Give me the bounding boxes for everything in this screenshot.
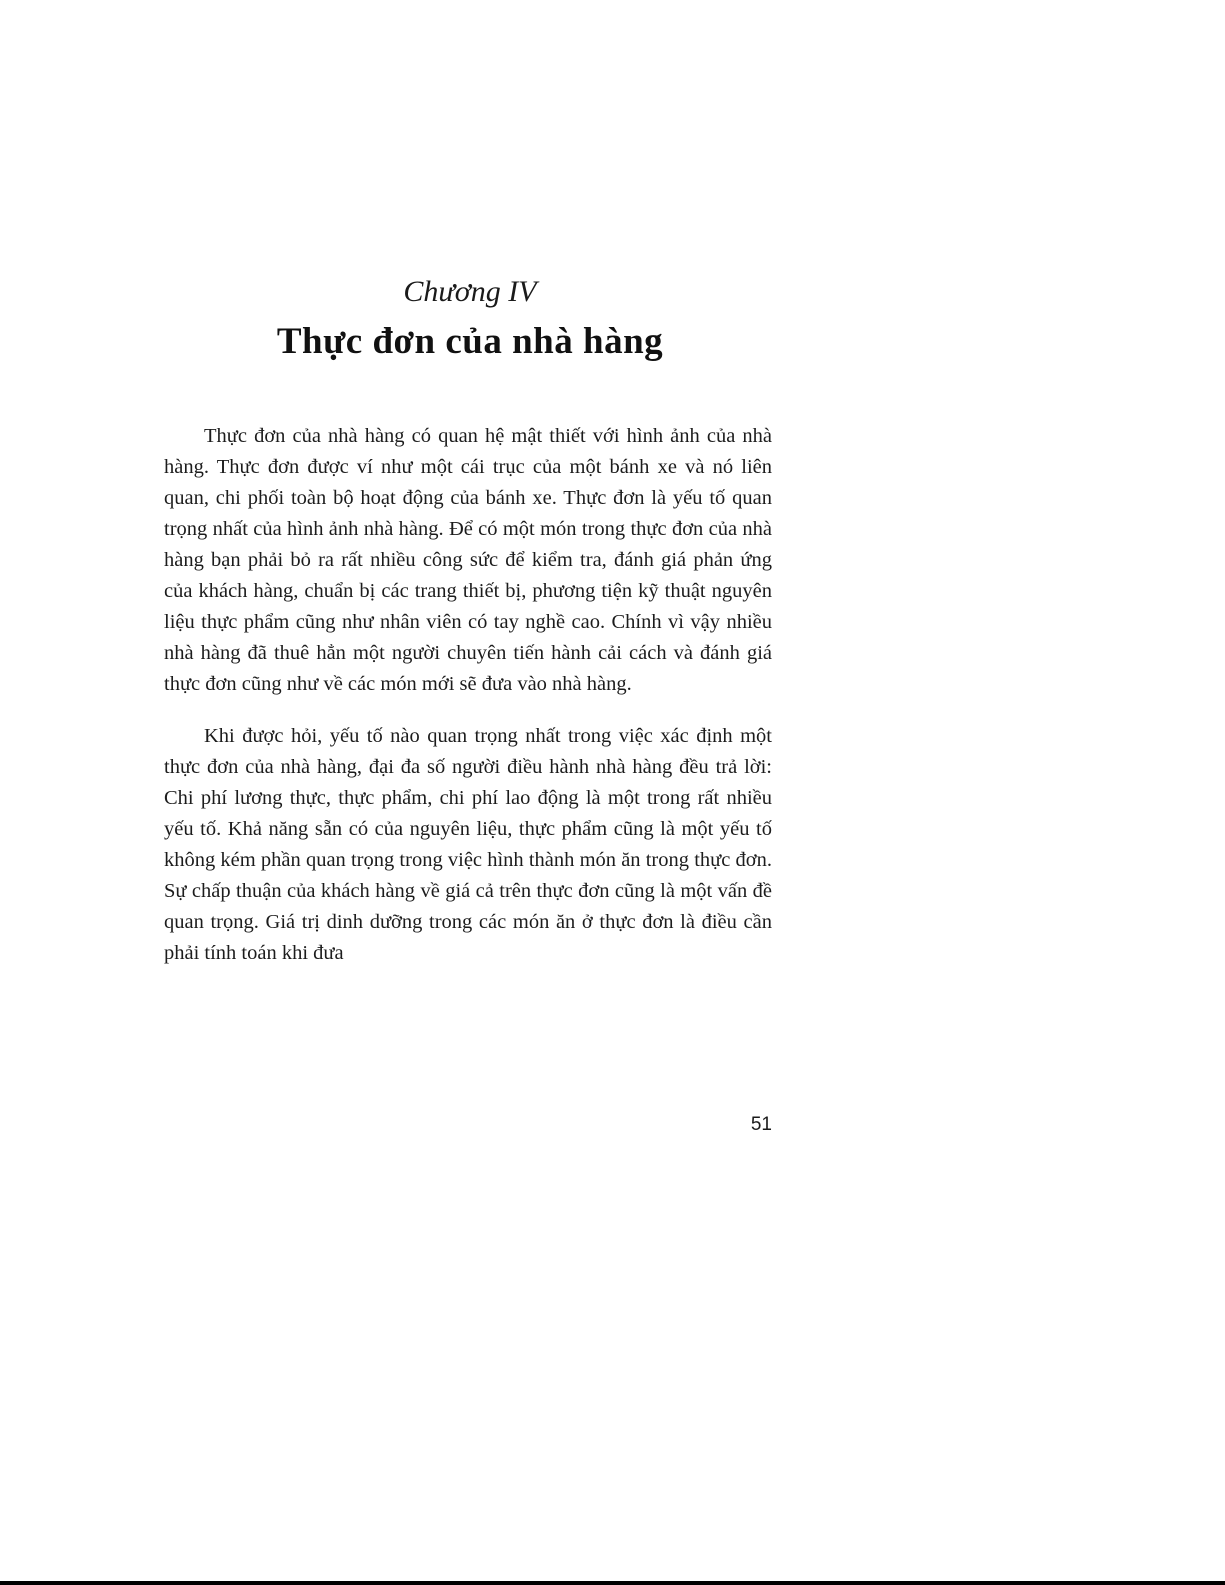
chapter-label: Chương IV: [403, 275, 537, 308]
paragraph: Thực đơn của nhà hàng có quan hệ mật thiết với hình ảnh của nhà hàng. Thực đơn được ví như một cái trục của một bánh xe và nó liên quan, chi phối toàn bộ hoạt động của bánh xe. Thực đơn là yếu tố quan trọng nhất của hình ảnh nhà hàng. Để có một món trong thực đơn của nhà hàng bạn phải bỏ ra rất nhiều công sức để kiểm tra, đánh giá phản ứng của khách hàng, chuẩn bị các trang thiết bị, phương tiện kỹ thuật nguyên liệu thực phẩm cũng như nhân viên có tay nghề cao. Chính vì vậy nhiều nhà hàng đã thuê hẳn một người chuyên tiến hành cải cách và đánh giá thực đơn cũng như về các món mới sẽ đưa vào nhà hàng.: [164, 425, 772, 695]
chapter-title: Thực đơn của nhà hàng: [276, 321, 664, 362]
page-number: 51: [750, 1114, 772, 1135]
paragraph: Khi được hỏi, yếu tố nào quan trọng nhất trong việc xác định một thực đơn của nhà hàng, đại đa số người điều hành nhà hàng đều trả lời: Chi phí lương thực, thực phẩm, chi phí lao động là một trong rất nhiều yếu tố. Khả năng sẵn có của nguyên liệu, thực phẩm cũng là một yếu tố không kém phần quan trọng trong việc hình thành món ăn trong thực đơn. Sự chấp thuận của khách hàng về giá cả trên thực đơn cũng là một vấn đề quan trọng. Giá trị dinh dưỡng trong các món ăn ở thực đơn là điều cần phải tính toán khi đưa: [164, 725, 772, 964]
body-text: [164, 421, 772, 969]
scan-edge-divider: [0, 1581, 1225, 1585]
